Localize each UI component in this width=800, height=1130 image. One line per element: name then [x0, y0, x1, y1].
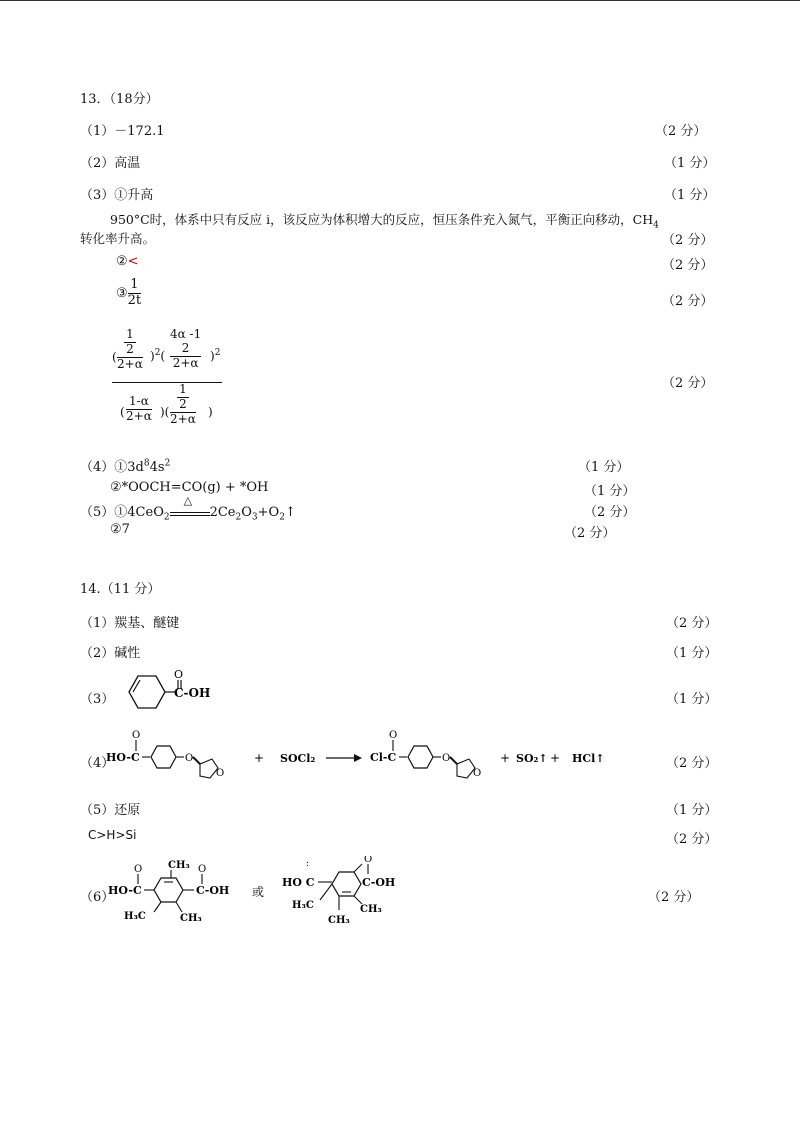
q13-kp-score: （2 分） — [662, 376, 714, 391]
kp-top-left-num-den: 2 — [126, 341, 134, 356]
q13-part3-explanation-line2: 转化率升高。 — [80, 231, 156, 246]
iso-a-ch3-bond-right — [176, 902, 182, 912]
iso-b-cooh: C-OH — [362, 876, 396, 889]
q14-part1-score: （2 分） — [666, 616, 718, 631]
product-wedge — [450, 757, 457, 764]
page-top-border — [0, 0, 800, 1]
oxygen-atom: O — [241, 505, 252, 520]
iso-a-right-carbonyl-o: O — [198, 864, 207, 875]
kp-bottom-right-fraction — [170, 383, 196, 426]
q13-part2-score: （1 分） — [664, 156, 716, 171]
product-clc: Cl-C — [370, 751, 397, 764]
q13-part3-explanation-line1 — [110, 210, 659, 231]
q13-part1-score: （2 分） — [655, 124, 707, 139]
q13-part2 — [80, 152, 140, 171]
q13-part3-explanation-score: （2 分） — [662, 233, 714, 248]
open-paren-3: ( — [120, 405, 125, 419]
iso-b-carbonyl-o: : — [306, 859, 310, 869]
close-paren-sq2: )$^2$ — [210, 348, 221, 363]
kp-numerator — [112, 328, 232, 380]
hcl-byproduct: HCl↑ — [572, 752, 605, 765]
sup-8: 8 — [143, 458, 150, 469]
q13-part4-label: （4） — [80, 460, 115, 475]
iso-b-ch3-bond-left — [320, 884, 332, 900]
reactant-thf-o: O — [216, 768, 225, 779]
or-connector: 或 — [252, 885, 265, 899]
q14-part3-label: （3） — [80, 692, 115, 707]
q14-part2-answer: 碱性 — [114, 646, 141, 661]
q13-part5-label: （5） — [80, 505, 115, 520]
socl2-reagent: SOCl₂ — [280, 752, 316, 765]
product-carbonyl-o: O — [389, 730, 398, 741]
isomer-structures — [106, 856, 416, 932]
q13-heading: 13．（18分） — [80, 92, 159, 107]
q13-part5-2-score: （2 分） — [564, 526, 616, 541]
q13-part3-2 — [116, 254, 139, 269]
kp-bot-left-den: 2+α — [126, 408, 152, 423]
product-thf-o: O — [473, 768, 482, 779]
reactant-hoc: HO-C — [106, 751, 140, 764]
q13-part1 — [80, 120, 165, 139]
kp-top-left-num-value: 1 — [126, 327, 134, 341]
q13-part3-3-score: （2 分） — [662, 294, 714, 309]
reactant-ether-o: O — [185, 753, 194, 764]
q13-part1-answer: －172.1 — [114, 124, 165, 139]
iso-b-link-2 — [354, 864, 362, 872]
iso-b-ch3-bottom: CH₃ — [328, 915, 350, 926]
q14-part6-label: （6） — [80, 890, 115, 905]
kp-top-right-num: 4α -1 — [170, 327, 202, 341]
q13-part3-2-label: ② — [116, 254, 128, 269]
kp-bot-right-num — [170, 383, 196, 412]
q13-part3-label: （3） — [80, 188, 115, 203]
q14-part4-score: （2 分） — [666, 756, 718, 771]
q13-part1-label: （1） — [80, 124, 115, 139]
q13-part3-answer: ①升高 — [114, 188, 154, 203]
ce2o3-product: 2Ce — [209, 505, 236, 520]
q13-part3-3-label: ③ — [116, 285, 128, 301]
benzene-ring — [129, 676, 165, 708]
q13-part2-label: （2） — [80, 156, 115, 171]
iso-b-right-carbonyl-o: O — [364, 856, 373, 865]
q13-part5-2: ②7 — [110, 522, 130, 537]
q13-part5 — [80, 494, 296, 523]
q13-part4-1-score: （1 分） — [578, 460, 630, 475]
q13-part2-answer: 高温 — [114, 156, 141, 171]
sub-2b: 2 — [235, 512, 242, 523]
o2-product: +O — [257, 505, 280, 520]
q14-part5 — [80, 799, 140, 818]
kp-top-left-fraction — [117, 328, 143, 371]
iso-b-ch3-right: CH₃ — [360, 904, 382, 915]
q13-part3-2-score: （2 分） — [662, 258, 714, 273]
q13-part3-score: （1 分） — [664, 188, 716, 203]
q14-part3-score: （1 分） — [666, 692, 718, 707]
reactant-wedge — [193, 757, 200, 764]
q14-part6-score: （2 分） — [648, 890, 700, 905]
kp-bot-right-num-den: 2 — [179, 396, 187, 411]
q14-part1 — [80, 612, 179, 631]
carbonyl-oxygen: O — [174, 668, 184, 681]
reactant-benzene — [151, 746, 176, 768]
kp-bot-right-den: 2+α — [170, 411, 196, 426]
sub-2: 2 — [163, 512, 170, 523]
kp-bot-left-num: 1-α — [126, 395, 152, 410]
ch4-subscript: 4 — [653, 220, 659, 231]
q14-part2 — [80, 642, 140, 661]
electron-config: ①3d — [114, 460, 144, 475]
reactant-carbonyl-o: O — [132, 730, 141, 741]
kp-top-left-den: 2+α — [117, 356, 143, 371]
fraction-numerator: 1 — [128, 278, 142, 294]
kp-bottom-left-fraction — [126, 395, 152, 424]
fraction-denominator: 2t — [127, 292, 142, 308]
q14-part5-answer: 还原 — [114, 803, 141, 818]
iso-a-ch3-right: CH₃ — [180, 913, 202, 924]
benzoic-acid-structure — [118, 668, 228, 722]
plus-sign-3: + — [550, 751, 561, 765]
iso-a-right-cooh: C-OH — [196, 884, 230, 897]
product-benzene — [408, 746, 433, 768]
q14-part1-answer: 羰基、醚键 — [114, 616, 180, 631]
iso-b-hoc: HO C — [282, 876, 315, 889]
q14-part5-score: （1 分） — [666, 803, 718, 818]
iso-a-carbonyl-o: O — [134, 864, 143, 875]
iso-b-ch3-bond-right — [354, 896, 362, 904]
gas-arrow: ↑ — [284, 505, 296, 520]
kp-denominator — [112, 383, 232, 441]
q13-part4-2: ②*OOCH=CO(g) + *OH — [110, 480, 269, 495]
q13-part4 — [80, 456, 170, 475]
q14-part1-label: （1） — [80, 616, 115, 631]
kp-top-left-num — [117, 328, 143, 357]
iso-a-ch3-top: CH₃ — [168, 860, 190, 871]
q13-part5-1-score: （2 分） — [584, 505, 636, 520]
product-ether-o: O — [442, 753, 451, 764]
less-than-answer: < — [127, 254, 139, 269]
square-exponent: 2 — [154, 348, 161, 358]
acyl-chloride-reaction — [104, 726, 614, 786]
q14-part4-label: （4） — [80, 756, 115, 771]
iso-a-hoc: HO-C — [108, 884, 142, 897]
kp-expression — [112, 328, 232, 441]
q13-part3 — [80, 184, 153, 203]
reaction-arrow-head — [354, 754, 362, 762]
q13-part4-2-score: （1 分） — [584, 484, 636, 499]
plus-sign-1: + — [254, 751, 265, 765]
explanation-text: 950°C时，体系中只有反应 i，该反应为体积增大的反应，恒压条件充入氮气，平衡正向移动，CH — [110, 212, 654, 227]
fraction-1-over-2t — [128, 278, 142, 309]
q14-part2-score: （1 分） — [666, 646, 718, 661]
q13-part3-3 — [116, 278, 141, 309]
ceo2-reactant: ①4CeO — [114, 505, 164, 520]
sup-2: 2 — [164, 458, 171, 469]
close-paren-4: ) — [208, 405, 213, 419]
paren-join: )( — [160, 405, 170, 419]
q14-part5-order-score: （2 分） — [666, 832, 718, 847]
heat-equals-sign — [170, 494, 210, 516]
iso-a-ch3-left: H₃C — [124, 911, 146, 922]
double-line — [170, 512, 210, 516]
electronegativity-order: C>H>Si — [88, 828, 137, 842]
close-paren-sq: )$^2$( — [150, 348, 166, 363]
square-exponent-2: 2 — [214, 348, 221, 358]
so2-byproduct: SO₂↑ — [516, 752, 548, 765]
electron-config-mid: 4s — [149, 460, 165, 475]
carboxyl-group: C-OH — [174, 686, 211, 700]
sub-3: 3 — [251, 512, 258, 523]
kp-top-right-den: 2+α — [172, 355, 199, 370]
sub-2c: 2 — [279, 512, 285, 523]
plus-sign-2: + — [500, 751, 511, 765]
iso-b-ch3-left: H₃C — [292, 900, 314, 911]
q14-heading: 14.（11 分） — [80, 582, 161, 597]
heat-triangle: △ — [183, 494, 193, 507]
iso-a-ch3-bond-left — [154, 902, 161, 912]
kp-bot-right-num-value: 1 — [179, 382, 187, 396]
q14-part5-label: （5） — [80, 803, 115, 818]
kp-top-right-fraction — [170, 328, 201, 370]
q14-part2-label: （2） — [80, 646, 115, 661]
kp-top-right-inner: 2 — [170, 342, 201, 357]
open-paren: ( — [112, 350, 117, 364]
